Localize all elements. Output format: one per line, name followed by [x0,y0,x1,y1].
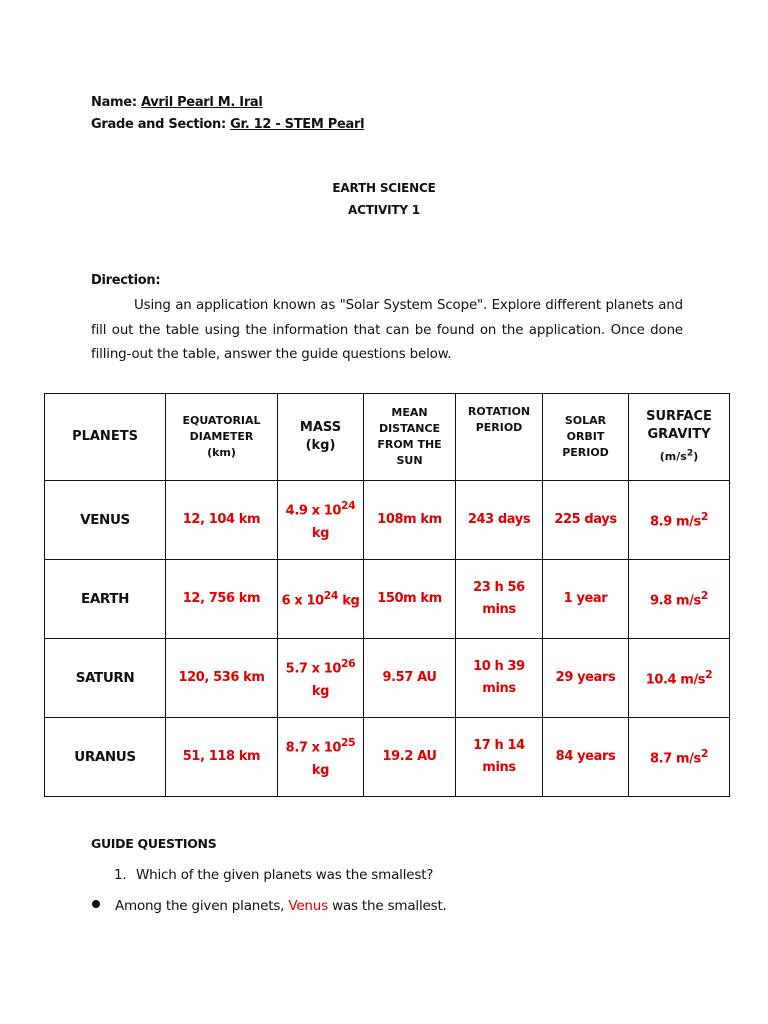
mass-cell: 5.7 x $10^{26}$ kg [278,639,364,718]
header-distance-l1: MEAN [391,406,428,419]
planet-data-table [44,393,730,797]
header-mass [278,394,364,481]
grade-value: Gr. 12 - STEM Pearl [230,117,365,132]
orbit-cell: 29 years [543,639,629,718]
name-line [91,95,263,110]
header-mass-l1: MASS [299,420,342,435]
answer-suffix: was the smallest. [332,898,447,914]
diameter-cell: 120, 536 km [166,639,278,718]
planet-name-cell: URANUS [45,718,166,797]
header-planets: PLANETS [45,394,166,481]
answer-prefix: Among the given planets, [115,898,285,914]
gravity-cell: 8.7 $m/s^2$ [629,718,730,797]
distance-cell: 9.57 AU [364,639,456,718]
header-gravity-l1: SURFACE [646,409,712,425]
header-rotation-l1: ROTATION [467,405,531,418]
header-diameter-l3: (km) [207,446,236,459]
guide-questions-title: GUIDE QUESTIONS [91,836,217,851]
header-orbit-l1: SOLAR ORBIT [564,414,607,443]
header-gravity [629,394,730,481]
distance-cell: 150m km [364,560,456,639]
question-1 [114,867,433,883]
header-orbit [543,394,629,481]
rotation-cell: 23 h 56 mins [456,560,543,639]
rotation-cell: 17 h 14 mins [456,718,543,797]
diameter-cell: 12, 104 km [166,481,278,560]
planet-name-cell: SATURN [45,639,166,718]
grade-label: Grade and Section: [91,117,226,132]
mass-cell: 6 x $10^{24}$ kg [278,560,364,639]
header-distance-l3: FROM THE SUN [377,438,442,467]
header-gravity-l2: GRAVITY [647,427,711,443]
mass-cell: 8.7 x $10^{25}$ kg [278,718,364,797]
diameter-cell: 51, 118 km [166,718,278,797]
distance-cell: 19.2 AU [364,718,456,797]
table-row [45,560,730,639]
question-text: Which of the given planets was the smallest? [136,867,434,883]
answer-highlight: Venus [288,898,328,914]
header-diameter-l1: EQUATORIAL [182,414,261,427]
diameter-cell: 12, 756 km [166,560,278,639]
question-number: 1. [114,867,127,883]
answer-1 [92,898,447,914]
name-value: Avril Pearl M. Iral [140,95,263,110]
orbit-cell: 225 days [543,481,629,560]
gravity-cell: 9.8 $m/s^2$ [629,560,730,639]
header-mass-l2: (kg) [305,438,336,453]
header-gravity-unit: $(m/s^2)$ [659,447,699,463]
grade-line [91,117,364,132]
gravity-cell: 10.4 $m/s^2$ [629,639,730,718]
header-orbit-l2: PERIOD [562,446,609,459]
header-diameter [166,394,278,481]
mass-cell: 4.9 x $10^{24}$ kg [278,481,364,560]
direction-label: Direction: [91,273,161,288]
direction-text: Using an application known as "Solar System Scope". Explore different planets and fill out the table using the information that can be found on the application. Once done filling-out the table, answer the guide questions below. [91,298,683,362]
rotation-cell: 10 h 39 mins [456,639,543,718]
header-diameter-l2: DIAMETER [189,430,254,443]
header-distance-l2: DISTANCE [378,422,441,435]
bullet-icon [92,900,100,908]
header-rotation-l2: PERIOD [475,421,523,434]
table-header-row [45,394,730,481]
table-row [45,718,730,797]
header-rotation [456,394,543,481]
orbit-cell: 1 year [543,560,629,639]
planet-name-cell: VENUS [45,481,166,560]
name-label: Name: [91,95,137,110]
gravity-cell: 8.9 $m/s^2$ [629,481,730,560]
distance-cell: 108m km [364,481,456,560]
activity-title: ACTIVITY 1 [348,203,420,217]
header-distance [364,394,456,481]
subject-title: EARTH SCIENCE [332,181,436,195]
orbit-cell: 84 years [543,718,629,797]
rotation-cell: 243 days [456,481,543,560]
table-row [45,481,730,560]
planet-name-cell: EARTH [45,560,166,639]
table-row [45,639,730,718]
